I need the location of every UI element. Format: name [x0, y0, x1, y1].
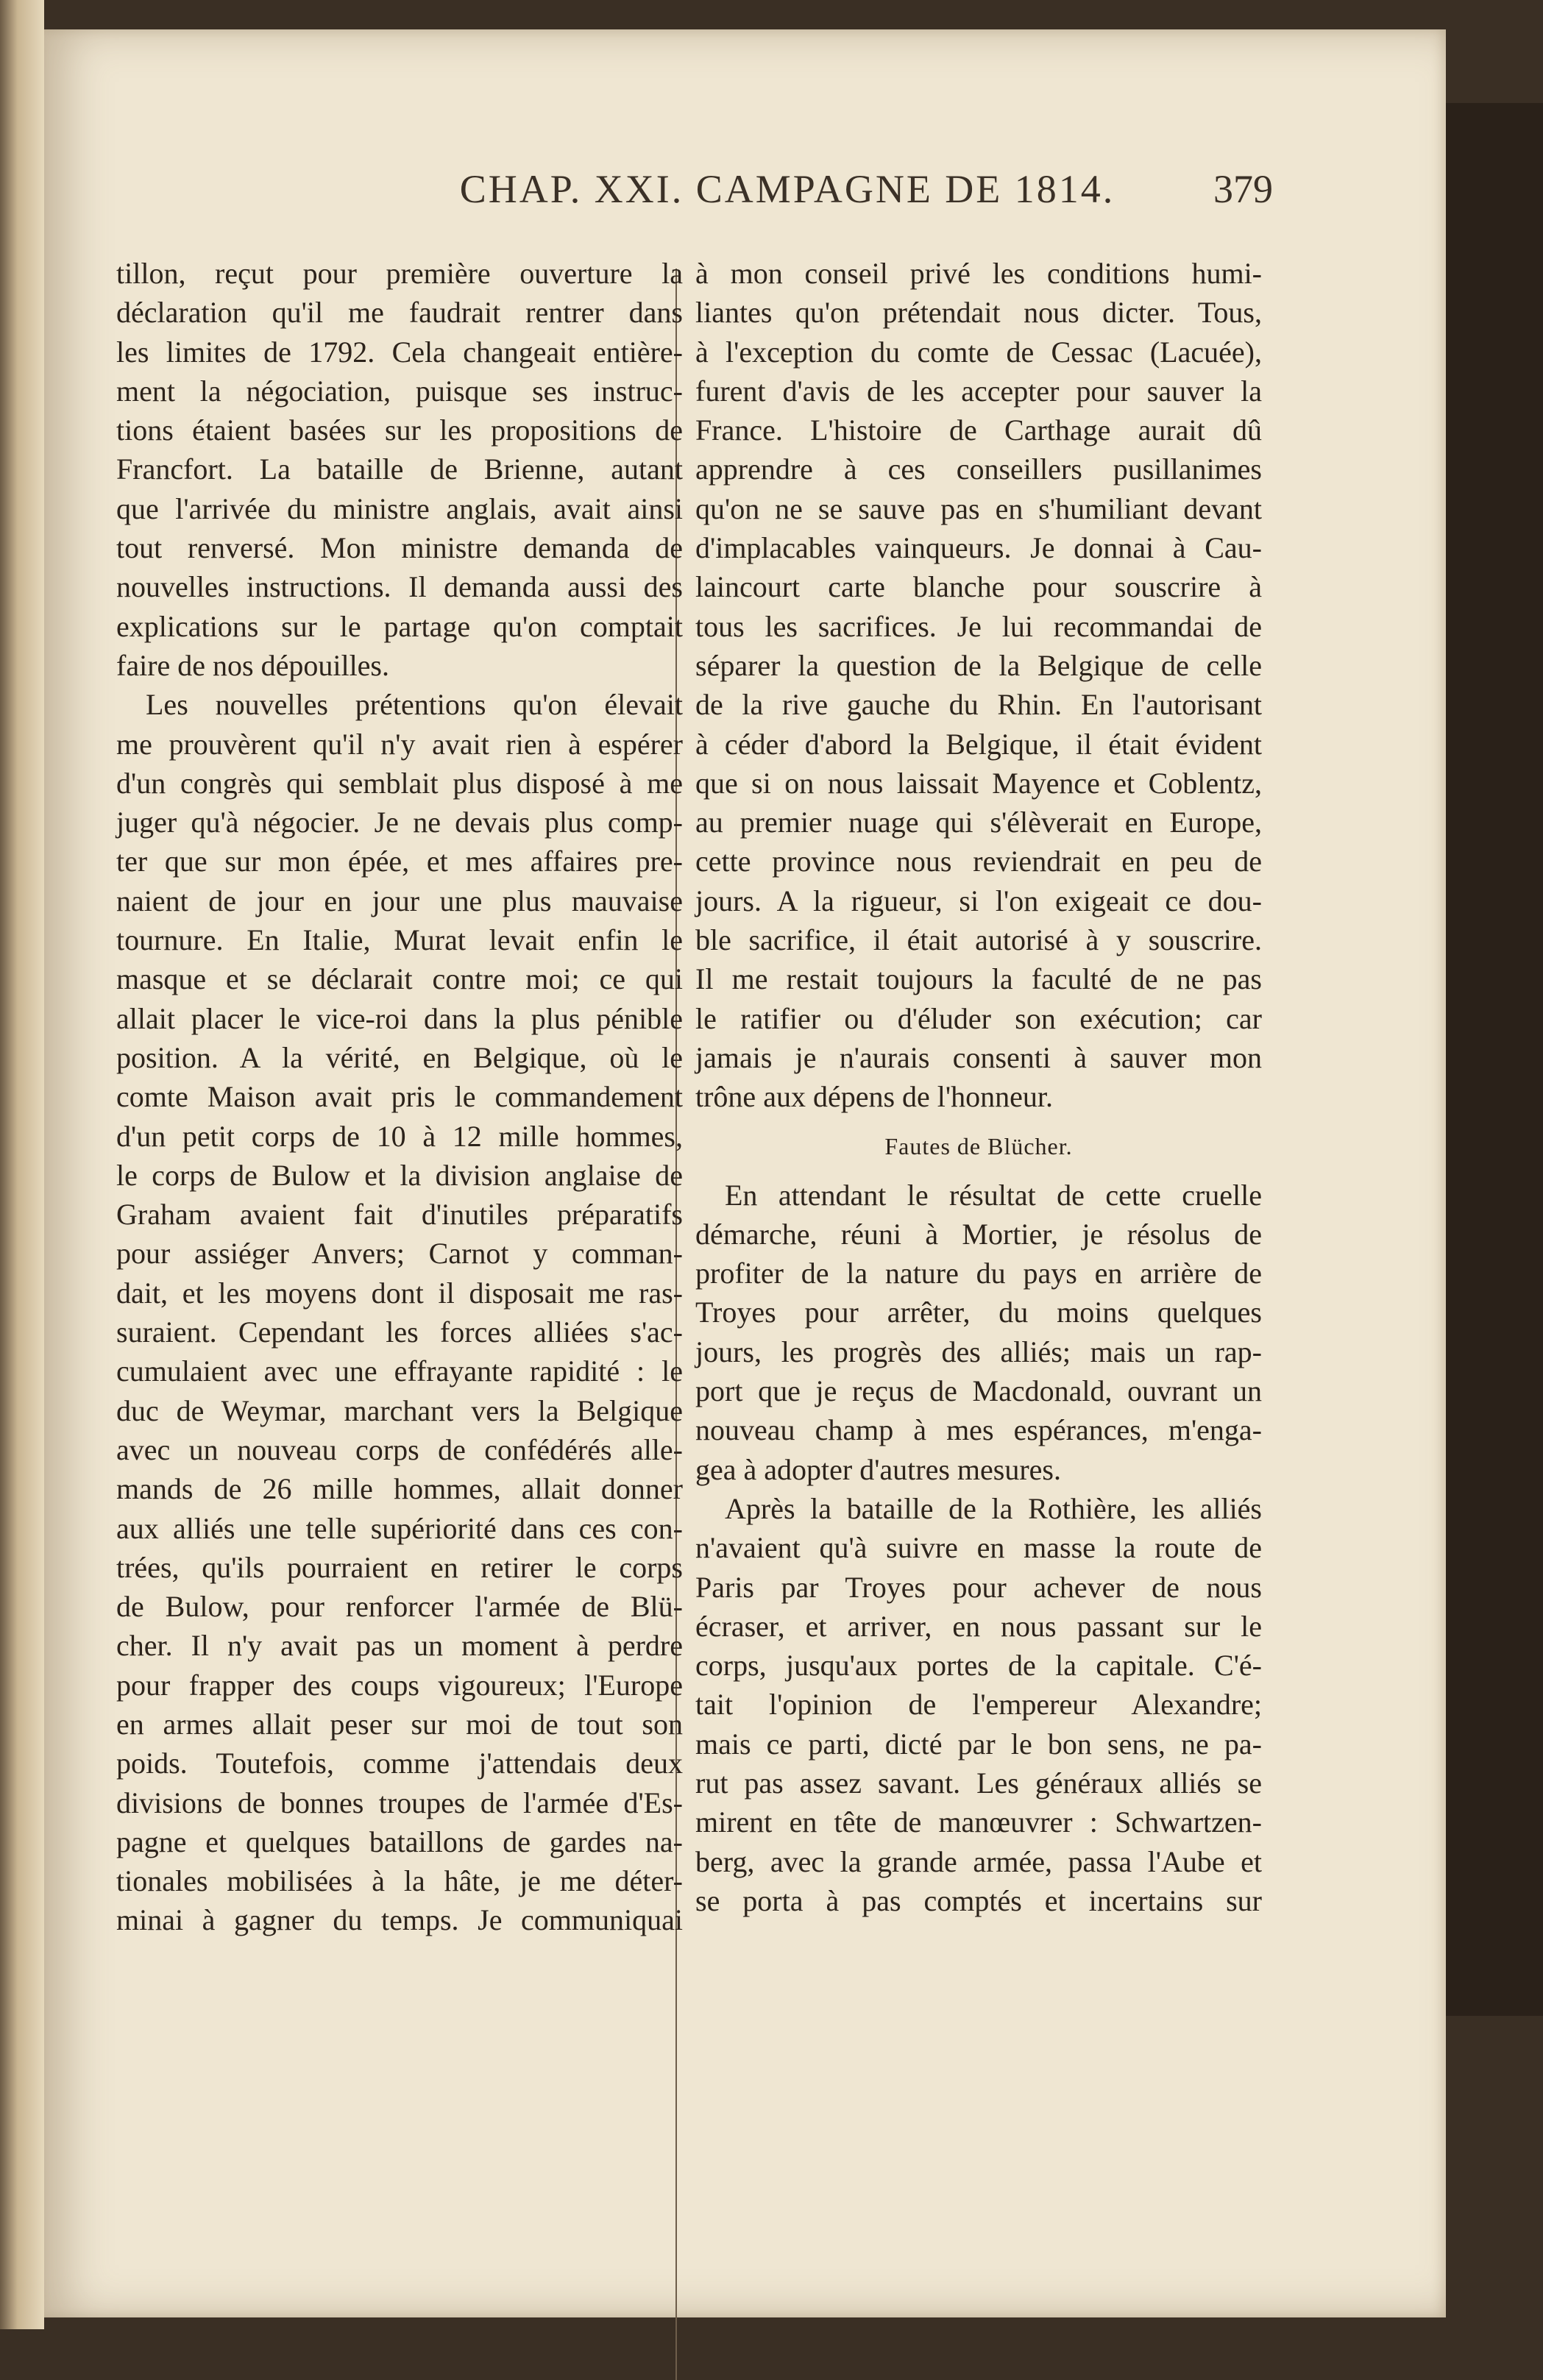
text-line: cumulaient avec une effrayante rapidité : le	[116, 1354, 683, 1388]
text-line: d'un petit corps de 10 à 12 mille hommes,	[116, 1119, 683, 1153]
text-line: allait placer le vice-roi dans la plus pénible	[116, 1001, 683, 1035]
text-line: mais ce parti, dicté par le bon sens, ne pa-	[695, 1727, 1262, 1761]
text-line: laincourt carte blanche pour souscrire à	[695, 570, 1262, 604]
text-line: tionales mobilisées à la hâte, je me déter-	[116, 1864, 683, 1898]
text-line: ter que sur mon épée, et mes affaires pre-	[116, 845, 683, 878]
text-line: juger qu'à négocier. Je ne devais plus comp-	[116, 806, 683, 839]
text-line: démarche, réuni à Mortier, je résolus de	[695, 1217, 1262, 1251]
text-line: ment la négociation, puisque ses instruc-	[116, 374, 683, 408]
text-line: cher. Il n'y avait pas un moment à perdre	[116, 1629, 683, 1663]
text-line: mands de 26 mille hommes, allait donner	[116, 1472, 683, 1506]
text-line: profiter de la nature du pays en arrière de	[695, 1257, 1262, 1290]
text-line: me prouvèrent qu'il n'y avait rien à espérer	[116, 727, 683, 761]
text-line: explications sur le partage qu'on comptait	[116, 609, 683, 643]
text-line: d'un congrès qui semblait plus disposé à me	[116, 766, 683, 800]
text-line: à mon conseil privé les conditions humi-	[695, 257, 1262, 290]
text-line: écraser, et arriver, en nous passant sur le	[695, 1609, 1262, 1643]
text-line: pagne et quelques bataillons de gardes na-	[116, 1825, 683, 1858]
text-line: jamais je n'aurais consenti à sauver mon	[695, 1040, 1262, 1074]
text-line: le corps de Bulow et la division anglaise de	[116, 1158, 683, 1192]
text-line: tous les sacrifices. Je lui recommandai de	[695, 609, 1262, 643]
text-line: comte Maison avait pris le commandement	[116, 1080, 683, 1114]
text-line: liantes qu'on prétendait nous dicter. Tous,	[695, 296, 1262, 330]
text-line: ble sacrifice, il était autorisé à y souscrire.	[695, 923, 1262, 957]
left-column	[116, 254, 683, 1940]
text-line: divisions de bonnes troupes de l'armée d'Es-	[116, 1786, 683, 1819]
right-column	[695, 254, 1262, 1920]
text-line: Les nouvelles prétentions qu'on élevait	[146, 688, 683, 722]
text-line: mirent en tête de manœuvrer : Schwartzen-	[695, 1805, 1262, 1839]
text-line: tions étaient basées sur les propositions de	[116, 413, 683, 447]
text-line: jours. A la rigueur, si l'on exigeait ce dou-	[695, 884, 1262, 917]
book-background	[1446, 103, 1543, 2016]
text-line: faire de nos dépouilles.	[116, 648, 389, 682]
text-line: que l'arrivée du ministre anglais, avait ainsi	[116, 491, 683, 525]
text-line: déclaration qu'il me faudrait rentrer dans	[116, 296, 683, 330]
text-line: furent d'avis de les accepter pour sauver la	[695, 374, 1262, 408]
text-line: le ratifier ou d'éluder son exécution; car	[695, 1001, 1262, 1035]
text-line: aux alliés une telle supériorité dans ces con-	[116, 1511, 683, 1545]
text-line: dait, et les moyens dont il disposait me ras-	[116, 1276, 683, 1310]
text-line: masque et se déclarait contre moi; ce qui	[116, 962, 683, 996]
text-line: minai à gagner du temps. Je communiquai	[116, 1903, 683, 1937]
text-line: que si on nous laissait Mayence et Coblentz,	[695, 766, 1262, 800]
running-head: CHAP. XXI. CAMPAGNE DE 1814.	[459, 167, 1115, 211]
text-line: tait l'opinion de l'empereur Alexandre;	[695, 1688, 1262, 1722]
text-line: d'implacables vainqueurs. Je donnai à Cau-	[695, 531, 1262, 565]
text-line: Après la bataille de la Rothière, les alliés	[725, 1491, 1262, 1525]
text-line: n'avaient qu'à suivre en masse la route de	[695, 1531, 1262, 1565]
text-line: tout renversé. Mon ministre demanda de	[116, 531, 683, 565]
text-line: à céder d'abord la Belgique, il était évident	[695, 727, 1262, 761]
text-line: duc de Weymar, marchant vers la Belgique	[116, 1393, 683, 1427]
text-line: trées, qu'ils pourraient en retirer le corps	[116, 1550, 683, 1584]
text-line: pour assiéger Anvers; Carnot y comman-	[116, 1237, 683, 1271]
text-line: en armes allait peser sur moi de tout son	[116, 1707, 683, 1741]
text-line: qu'on ne se sauve pas en s'humiliant devant	[695, 491, 1262, 525]
text-line: nouvelles instructions. Il demanda aussi des	[116, 570, 683, 604]
text-line: En attendant le résultat de cette cruelle	[725, 1178, 1262, 1212]
text-line: Francfort. La bataille de Brienne, autant	[116, 452, 683, 486]
text-line: suraient. Cependant les forces alliées s'ac-	[116, 1315, 683, 1349]
text-line: naient de jour en jour une plus mauvaise	[116, 884, 683, 917]
text-line: gea à adopter d'autres mesures.	[695, 1452, 1061, 1486]
text-line: avec un nouveau corps de confédérés alle-	[116, 1432, 683, 1466]
text-line: de Bulow, pour renforcer l'armée de Blü-	[116, 1590, 683, 1624]
text-line: à l'exception du comte de Cessac (Lacuée),	[695, 335, 1262, 369]
adjacent-page-edge	[0, 0, 44, 2329]
text-line: tillon, reçut pour première ouverture la	[116, 257, 683, 290]
text-line: Paris par Troyes pour achever de nous	[695, 1570, 1262, 1604]
text-line: rut pas assez savant. Les généraux alliés se	[695, 1766, 1262, 1800]
text-line: corps, jusqu'aux portes de la capitale. C'é-	[695, 1649, 1262, 1683]
text-line: se porta à pas comptés et incertains sur	[695, 1883, 1262, 1917]
text-line: pour frapper des coups vigoureux; l'Europe	[116, 1668, 683, 1702]
text-line: trône aux dépens de l'honneur.	[695, 1080, 1053, 1114]
text-line: au premier nuage qui s'élèverait en Europe,	[695, 806, 1262, 839]
page-number: 379	[1213, 167, 1273, 211]
text-line: position. A la vérité, en Belgique, où le	[116, 1040, 683, 1074]
text-line: cette province nous reviendrait en peu de	[695, 845, 1262, 878]
text-line: port que je reçus de Macdonald, ouvrant un	[695, 1374, 1262, 1408]
text-line: séparer la question de la Belgique de celle	[695, 648, 1262, 682]
section-subheading: Fautes de Blücher.	[884, 1132, 1073, 1159]
text-line: de la rive gauche du Rhin. En l'autorisant	[695, 688, 1262, 722]
text-line: Troyes pour arrêter, du moins quelques	[695, 1296, 1262, 1329]
text-line: France. L'histoire de Carthage aurait dû	[695, 413, 1262, 447]
text-line: apprendre à ces conseillers pusillanimes	[695, 452, 1262, 486]
text-line: Graham avaient fait d'inutiles préparatifs	[116, 1198, 683, 1232]
text-line: poids. Toutefois, comme j'attendais deux	[116, 1747, 683, 1780]
text-line: Il me restait toujours la faculté de ne pas	[695, 962, 1262, 996]
text-line: tournure. En Italie, Murat levait enfin le	[116, 923, 683, 957]
text-line: nouveau champ à mes espérances, m'enga-	[695, 1413, 1262, 1447]
text-line: berg, avec la grande armée, passa l'Aube et	[695, 1844, 1262, 1878]
text-line: jours, les progrès des alliés; mais un rap-	[695, 1335, 1262, 1368]
text-line: les limites de 1792. Cela changeait entière-	[116, 335, 683, 369]
